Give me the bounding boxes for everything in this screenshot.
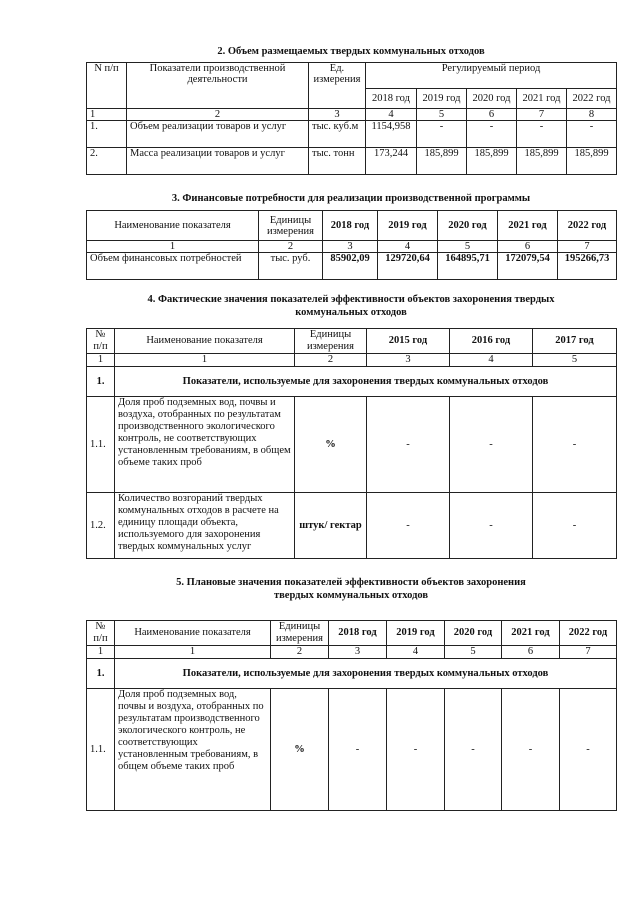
header-unit: Ед. измерения [309,63,366,109]
index-cell: 2 [259,241,323,253]
table-row [87,493,617,559]
table-row [87,148,617,175]
value-cell: - [533,397,617,493]
index-cell: 3 [309,109,366,121]
row-unit: % [295,397,367,493]
value-cell: 172079,54 [498,253,558,280]
value-cell: - [367,493,450,559]
header-year: 2018 год [323,211,378,241]
row-name: Доля проб подземных вод, почвы и воздуха, отобранных по результатам производственного экологического контроль, не соответствующих установленным требованиям, в общем объеме таких проб [115,689,271,811]
row-number: 1.1. [87,397,115,493]
index-cell: 3 [323,241,378,253]
value-cell: 185,899 [517,148,567,175]
index-cell: 5 [417,109,467,121]
row-number: 1.2. [87,493,115,559]
header-year: 2022 год [560,621,617,646]
index-cell: 2 [295,354,367,367]
group-number: 1. [87,367,115,397]
header-year: 2020 год [438,211,498,241]
table-planned-efficiency [86,620,617,811]
value-cell: - [450,397,533,493]
value-cell: - [445,689,502,811]
index-cell: 1 [87,646,115,659]
row-name: Объем финансовых потребностей [87,253,259,280]
header-num: № п/п [87,329,115,354]
table-row [87,397,617,493]
value-cell: 173,244 [366,148,417,175]
header-unit: Единицы измерения [271,621,329,646]
value-cell: - [387,689,445,811]
header-unit: Единицы измерения [259,211,323,241]
index-cell: 8 [567,109,617,121]
header-indicator: Показатели производственной деятельности [127,63,309,109]
header-period: Регулируемый период [366,63,617,89]
value-cell: 85902,09 [323,253,378,280]
value-cell: 164895,71 [438,253,498,280]
group-title: Показатели, используемые для захоронения твердых коммунальных отходов [115,659,617,689]
header-name: Наименование показателя [115,329,295,354]
index-cell: 7 [560,646,617,659]
header-year: 2019 год [378,211,438,241]
header-year: 2022 год [567,89,617,109]
value-cell: 185,899 [567,148,617,175]
section-2-title: 2. Объем размещаемых твердых коммунальных отходов [217,46,485,57]
header-year: 2019 год [417,89,467,109]
section-4-title: 4. Фактические значения показателей эффективности объектов захоронения твердых коммунальных отходов [147,294,555,318]
value-cell: - [517,121,567,148]
index-cell: 6 [467,109,517,121]
row-unit: % [271,689,329,811]
table-actual-efficiency [86,328,617,559]
index-cell: 4 [366,109,417,121]
group-title: Показатели, используемые для захоронения твердых коммунальных отходов [115,367,617,397]
index-cell: 7 [517,109,567,121]
section-5-title: 5. Плановые значения показателей эффективности объектов захоронения твердых коммунальных отходов [176,577,526,601]
header-year: 2016 год [450,329,533,354]
row-name: Масса реализации товаров и услуг [127,148,309,175]
section-3-title: 3. Финансовые потребности для реализации производственной программы [171,193,531,204]
row-unit: тыс. тонн [309,148,366,175]
header-year: 2022 год [558,211,617,241]
index-cell: 6 [498,241,558,253]
value-cell: - [533,493,617,559]
table-financial-needs [86,210,617,280]
value-cell: - [329,689,387,811]
row-unit: штук/ гектар [295,493,367,559]
index-cell: 1 [87,241,259,253]
row-name: Количество возгораний твердых коммунальных отходов в расчете на единицу площади объекта, используемого для захоронения твердых коммунальных услуг [115,493,295,559]
row-number: 1. [87,121,127,148]
index-cell: 1 [115,354,295,367]
index-cell: 5 [533,354,617,367]
index-cell: 5 [438,241,498,253]
header-year: 2021 год [517,89,567,109]
header-num: № п/п [87,621,115,646]
row-number: 1.1. [87,689,115,811]
value-cell: - [417,121,467,148]
index-cell: 1 [115,646,271,659]
header-year: 2018 год [366,89,417,109]
value-cell: - [567,121,617,148]
table-row [87,121,617,148]
header-year: 2020 год [467,89,517,109]
header-year: 2017 год [533,329,617,354]
row-name: Доля проб подземных вод, почвы и воздуха, отобранных по результатам производственного экологического контроль, не соответствующих установленным требованиям, в общем объеме таких проб [115,397,295,493]
row-unit: тыс. куб.м [309,121,366,148]
row-number: 2. [87,148,127,175]
row-unit: тыс. руб. [259,253,323,280]
header-num: N п/п [87,63,127,109]
index-cell: 2 [127,109,309,121]
index-cell: 4 [387,646,445,659]
index-cell: 7 [558,241,617,253]
index-cell: 4 [450,354,533,367]
index-cell: 3 [367,354,450,367]
value-cell: - [560,689,617,811]
header-year: 2020 год [445,621,502,646]
header-year: 2015 год [367,329,450,354]
value-cell: 195266,73 [558,253,617,280]
group-number: 1. [87,659,115,689]
index-cell: 6 [502,646,560,659]
value-cell: 129720,64 [378,253,438,280]
index-cell: 1 [87,109,127,121]
value-cell: 185,899 [467,148,517,175]
index-cell: 4 [378,241,438,253]
index-cell: 1 [87,354,115,367]
header-name: Наименование показателя [87,211,259,241]
index-cell: 3 [329,646,387,659]
header-year: 2021 год [502,621,560,646]
table-row [87,689,617,811]
value-cell: - [467,121,517,148]
value-cell: 1154,958 [366,121,417,148]
header-name: Наименование показателя [115,621,271,646]
header-year: 2018 год [329,621,387,646]
row-name: Объем реализации товаров и услуг [127,121,309,148]
table-row [87,253,617,280]
header-year: 2019 год [387,621,445,646]
header-unit: Единицы измерения [295,329,367,354]
value-cell: - [502,689,560,811]
header-year: 2021 год [498,211,558,241]
index-cell: 5 [445,646,502,659]
index-cell: 2 [271,646,329,659]
value-cell: 185,899 [417,148,467,175]
table-waste-volume [86,62,617,175]
value-cell: - [367,397,450,493]
value-cell: - [450,493,533,559]
